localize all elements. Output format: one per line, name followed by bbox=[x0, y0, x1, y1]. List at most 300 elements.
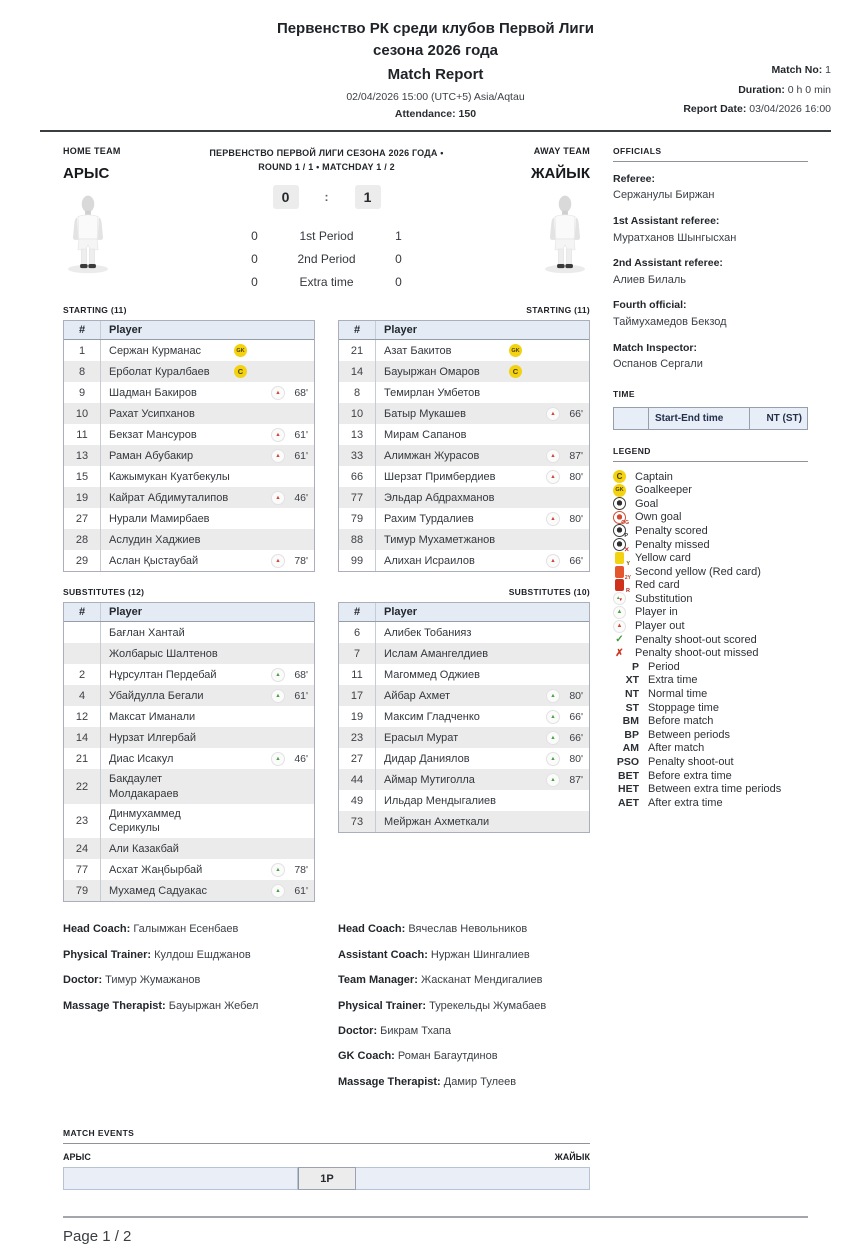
substitution-event bbox=[539, 627, 583, 639]
period-away-score: 0 bbox=[395, 275, 402, 290]
period-label: Extra time bbox=[299, 275, 354, 290]
player-number: 12 bbox=[64, 706, 101, 727]
player-name: Бауыржан Омаров bbox=[384, 365, 480, 378]
event-minute: 80' bbox=[569, 470, 583, 483]
player-cell bbox=[101, 508, 314, 529]
player-cell bbox=[376, 685, 589, 706]
staff-role-label: Head Coach: bbox=[63, 923, 131, 936]
player-row bbox=[64, 622, 314, 643]
captain-goalkeeper-badge: GK bbox=[234, 344, 247, 357]
player-number: 99 bbox=[339, 550, 376, 571]
legend-row bbox=[613, 565, 808, 579]
substitution-event bbox=[539, 492, 583, 504]
legend-code-label: Penalty shoot-out bbox=[648, 756, 734, 769]
legend-code-label: Stoppage time bbox=[648, 701, 719, 714]
legend-code-label: Period bbox=[648, 660, 680, 673]
legend-code: PSO bbox=[616, 756, 639, 769]
substitution-event bbox=[539, 366, 583, 378]
legend-code: BM bbox=[622, 715, 639, 728]
match-no-line bbox=[683, 61, 831, 80]
competition-title bbox=[63, 18, 808, 62]
roster-title: SUBSTITUTES (10) bbox=[508, 587, 590, 598]
report-subtitle: Match Report bbox=[387, 65, 484, 83]
player-row bbox=[64, 403, 314, 424]
competition-line2: ROUND 1 / 1 • MATCHDAY 1 / 2 bbox=[258, 161, 395, 172]
substitution-event bbox=[264, 534, 308, 546]
player-in-out-icon bbox=[273, 471, 285, 483]
player-row bbox=[64, 466, 314, 487]
roster-table-body bbox=[64, 340, 314, 571]
event-minute: 78' bbox=[294, 863, 308, 876]
player-name: Эльдар Абдрахманов bbox=[384, 491, 495, 504]
player-cell bbox=[376, 508, 589, 529]
player-name: Али Казакбай bbox=[109, 842, 179, 855]
time-table bbox=[613, 407, 808, 430]
player-row bbox=[339, 769, 589, 790]
player-name: Алихан Исраилов bbox=[384, 554, 475, 567]
legend-row bbox=[613, 592, 808, 606]
player-in-out-icon bbox=[273, 408, 285, 420]
player-name: Нурзат Илгербай bbox=[109, 731, 196, 744]
player-name: Убайдулла Бегали bbox=[109, 689, 204, 702]
player-cell bbox=[376, 403, 589, 424]
official-entry bbox=[613, 298, 808, 330]
player-in-out-icon bbox=[548, 492, 560, 504]
event-minute: 68' bbox=[294, 668, 308, 681]
legend-code-row bbox=[613, 728, 808, 742]
player-cell bbox=[376, 748, 589, 769]
officials-section bbox=[613, 146, 808, 373]
substitution-event bbox=[264, 668, 308, 682]
player-number: 49 bbox=[339, 790, 376, 811]
player-in-out-icon bbox=[546, 689, 560, 703]
player-number: 29 bbox=[64, 550, 101, 571]
player-row bbox=[64, 748, 314, 769]
legend-row bbox=[613, 551, 808, 565]
player-number: 24 bbox=[64, 838, 101, 859]
legend-code: AM bbox=[622, 742, 639, 755]
legend-icon bbox=[613, 538, 626, 551]
player-row bbox=[64, 529, 314, 550]
player-cell bbox=[101, 664, 314, 685]
period-score-row bbox=[235, 252, 419, 266]
substitution-event bbox=[264, 711, 308, 723]
report-header bbox=[63, 18, 831, 120]
legend-row bbox=[613, 524, 808, 538]
legend-row bbox=[613, 606, 808, 620]
player-name: Нұрсултан Пердебай bbox=[109, 668, 217, 681]
player-in-out-icon bbox=[271, 752, 285, 766]
official-name: Алиев Билаль bbox=[613, 273, 686, 286]
substitution-event bbox=[264, 408, 308, 420]
captain-goalkeeper-badge: GK bbox=[509, 344, 522, 357]
player-row bbox=[64, 487, 314, 508]
player-in-out-icon bbox=[273, 366, 285, 378]
player-row bbox=[339, 643, 589, 664]
staff-name: Турекельды Жумабаев bbox=[429, 999, 547, 1012]
legend-row bbox=[613, 497, 808, 511]
legend-label: Player out bbox=[635, 620, 685, 633]
player-row bbox=[339, 466, 589, 487]
legend-code: BET bbox=[618, 769, 639, 782]
captain-goalkeeper-badge: C bbox=[509, 365, 522, 378]
legend-icon bbox=[613, 524, 626, 537]
event-minute: 66' bbox=[569, 407, 583, 420]
page-number: Page 1 / 2 bbox=[63, 1228, 132, 1245]
player-number: 21 bbox=[64, 748, 101, 769]
legend-icon bbox=[613, 511, 626, 524]
staff-lines bbox=[63, 922, 315, 1014]
roster-table-body bbox=[339, 340, 589, 571]
player-number: 11 bbox=[64, 424, 101, 445]
legend-row bbox=[613, 646, 808, 660]
player-row bbox=[339, 811, 589, 832]
staff-column bbox=[63, 922, 315, 1100]
substitution-event bbox=[264, 386, 308, 400]
legend-icon bbox=[613, 620, 626, 633]
period-away-score: 1 bbox=[395, 229, 402, 244]
player-row bbox=[339, 445, 589, 466]
number-column-header: # bbox=[339, 603, 376, 621]
player-number: 66 bbox=[339, 466, 376, 487]
legend-icon bbox=[613, 633, 626, 646]
substitution-event bbox=[264, 366, 308, 378]
player-in-out-icon bbox=[271, 491, 285, 505]
period-score-row bbox=[235, 275, 419, 289]
attendance-label: Attendance: bbox=[394, 107, 456, 120]
official-role: 2nd Assistant referee: bbox=[613, 257, 723, 269]
period-label: 1st Period bbox=[299, 229, 354, 244]
time-start-end-header: Start-End time bbox=[649, 408, 750, 429]
substitution-event bbox=[539, 710, 583, 724]
player-name: Бағлан Хантай bbox=[109, 626, 185, 639]
player-row bbox=[64, 727, 314, 748]
events-period-marker: 1P bbox=[298, 1167, 356, 1190]
legend-title: LEGEND bbox=[613, 446, 808, 462]
player-number bbox=[64, 643, 101, 664]
player-number: 10 bbox=[64, 403, 101, 424]
player-row bbox=[339, 529, 589, 550]
substitution-event bbox=[539, 429, 583, 441]
competition-line1: ПЕРВЕНСТВО ПЕРВОЙ ЛИГИ СЕЗОНА 2026 ГОДА • bbox=[209, 147, 444, 158]
player-name: Рахат Усипханов bbox=[109, 407, 195, 420]
footer-divider bbox=[63, 1216, 808, 1218]
player-cell bbox=[101, 340, 314, 361]
home-score: 0 bbox=[273, 185, 299, 209]
player-cell bbox=[101, 529, 314, 550]
substitution-event bbox=[264, 884, 308, 898]
player-number: 7 bbox=[339, 643, 376, 664]
roster-title: SUBSTITUTES (12) bbox=[63, 587, 145, 598]
player-number: 15 bbox=[64, 466, 101, 487]
away-score: 1 bbox=[355, 185, 381, 209]
substitution-event bbox=[264, 732, 308, 744]
report-date-line bbox=[683, 100, 831, 119]
roster-table-header bbox=[339, 603, 589, 622]
player-cell bbox=[101, 838, 314, 859]
player-name: Шерзат Примбердиев bbox=[384, 470, 496, 483]
player-cell bbox=[376, 790, 589, 811]
player-cell bbox=[376, 643, 589, 664]
time-nt-st-header: NT (ST) bbox=[766, 412, 802, 424]
player-name: Динмухаммед Серикулы bbox=[109, 807, 181, 835]
player-in-out-icon bbox=[548, 648, 560, 660]
events-home-lane bbox=[63, 1167, 298, 1190]
player-name: Ерасыл Мурат bbox=[384, 731, 459, 744]
legend-code-row bbox=[613, 796, 808, 810]
player-cell bbox=[376, 811, 589, 832]
player-name: Кажымукан Куатбекулы bbox=[109, 470, 230, 483]
player-number: 2 bbox=[64, 664, 101, 685]
staff-name: Вячеслав Невольников bbox=[408, 923, 528, 936]
legend-code-row bbox=[613, 674, 808, 688]
player-in-out-icon bbox=[273, 815, 285, 827]
player-in-out-icon bbox=[546, 470, 560, 484]
roster-table-block bbox=[63, 587, 315, 902]
legend-row bbox=[613, 619, 808, 633]
player-name: Мухамед Садуакас bbox=[109, 884, 207, 897]
player-number: 8 bbox=[64, 361, 101, 382]
substitution-event bbox=[539, 554, 583, 568]
player-row bbox=[339, 727, 589, 748]
legend-code-label: Between periods bbox=[648, 728, 730, 741]
legend-label: Penalty shoot-out missed bbox=[635, 647, 759, 660]
substitution-event bbox=[264, 554, 308, 568]
player-number: 11 bbox=[339, 664, 376, 685]
player-cell bbox=[101, 804, 314, 839]
legend-code-row bbox=[613, 742, 808, 756]
staff-line bbox=[338, 999, 590, 1014]
player-in-out-icon bbox=[546, 449, 560, 463]
player-column-header: Player bbox=[109, 324, 143, 337]
player-in-out-icon bbox=[548, 429, 560, 441]
roster-title: STARTING (11) bbox=[63, 305, 127, 316]
player-row bbox=[339, 508, 589, 529]
player-name: Ерболат Куралбаев bbox=[109, 365, 210, 378]
player-row bbox=[64, 550, 314, 571]
roster-table bbox=[63, 320, 315, 572]
legend-code-label: Extra time bbox=[648, 674, 698, 687]
staff-name: Дамир Тулеев bbox=[443, 1075, 517, 1088]
report-date-label: Report Date: bbox=[683, 103, 747, 116]
player-number: 44 bbox=[339, 769, 376, 790]
player-cell bbox=[101, 382, 314, 403]
player-in-out-icon bbox=[273, 534, 285, 546]
legend-icon bbox=[613, 484, 626, 497]
player-name: Нурали Мамирбаев bbox=[109, 512, 210, 525]
player-number: 8 bbox=[339, 382, 376, 403]
roster-table-header bbox=[64, 603, 314, 622]
player-cell bbox=[101, 859, 314, 880]
player-cell bbox=[101, 622, 314, 643]
player-number: 13 bbox=[339, 424, 376, 445]
staff-name: Галымжан Есенбаев bbox=[133, 923, 239, 936]
player-cell bbox=[376, 487, 589, 508]
player-number: 6 bbox=[339, 622, 376, 643]
staff-role-label: Team Manager: bbox=[338, 974, 418, 987]
event-minute: 80' bbox=[569, 689, 583, 702]
event-minute: 66' bbox=[569, 554, 583, 567]
player-cell bbox=[376, 382, 589, 403]
match-events-title: MATCH EVENTS bbox=[63, 1128, 590, 1144]
official-name: Таймухамедов Бекзод bbox=[613, 316, 727, 328]
player-in-out-icon bbox=[271, 884, 285, 898]
home-team-block bbox=[63, 146, 193, 290]
match-no-label: Match No: bbox=[771, 64, 823, 77]
player-cell bbox=[376, 424, 589, 445]
player-name: Рахим Турдалиев bbox=[384, 512, 474, 525]
player-cell bbox=[101, 424, 314, 445]
player-row bbox=[339, 685, 589, 706]
legend-code-label: Between extra time periods bbox=[648, 783, 782, 796]
legend-icon-list bbox=[613, 470, 808, 660]
substitution-event bbox=[264, 781, 308, 793]
roster-title: STARTING (11) bbox=[526, 305, 590, 316]
player-in-out-icon bbox=[273, 648, 285, 660]
player-in-out-icon bbox=[271, 689, 285, 703]
player-in-out-icon bbox=[548, 816, 560, 828]
player-number: 19 bbox=[64, 487, 101, 508]
substitution-event bbox=[539, 345, 583, 357]
legend-row bbox=[613, 470, 808, 484]
player-row bbox=[339, 340, 589, 361]
legend-icon bbox=[615, 552, 624, 564]
period-away-score: 0 bbox=[395, 252, 402, 267]
player-cell bbox=[101, 643, 314, 664]
player-number: 13 bbox=[64, 445, 101, 466]
player-name: Максат Иманали bbox=[109, 710, 196, 723]
player-cell bbox=[101, 685, 314, 706]
away-team-name: ЖАЙЫК bbox=[530, 164, 590, 182]
legend-section bbox=[613, 446, 808, 810]
player-column-header: Player bbox=[384, 324, 418, 337]
legend-code: P bbox=[631, 660, 639, 673]
player-in-out-icon bbox=[273, 345, 285, 357]
player-in-out-icon bbox=[546, 512, 560, 526]
player-cell bbox=[376, 622, 589, 643]
legend-code-row bbox=[613, 701, 808, 715]
player-cell bbox=[101, 361, 314, 382]
event-minute: 66' bbox=[569, 731, 583, 744]
staff-name: Бауыржан Жебел bbox=[168, 999, 259, 1012]
player-number: 14 bbox=[64, 727, 101, 748]
player-number: 1 bbox=[64, 340, 101, 361]
substitution-event bbox=[539, 689, 583, 703]
player-number: 23 bbox=[339, 727, 376, 748]
official-entry bbox=[613, 341, 808, 373]
staff-role-label: Physical Trainer: bbox=[63, 948, 152, 961]
events-away-team: ЖАЙЫК bbox=[554, 1152, 590, 1163]
event-minute: 61' bbox=[294, 884, 308, 897]
match-events-teams bbox=[63, 1152, 590, 1162]
match-no-value: 1 bbox=[825, 64, 831, 77]
player-cell bbox=[376, 727, 589, 748]
player-name: Магоммед Оджиев bbox=[384, 668, 480, 681]
side-column bbox=[613, 146, 808, 826]
legend-label: Red card bbox=[635, 579, 680, 592]
event-minute: 46' bbox=[294, 752, 308, 765]
player-name: Бекзат Мансуров bbox=[109, 428, 197, 441]
substitution-event bbox=[264, 513, 308, 525]
official-role: 1st Assistant referee: bbox=[613, 214, 720, 227]
player-name: Шадман Бакиров bbox=[109, 386, 197, 399]
team-staff bbox=[63, 922, 590, 1100]
legend-label: Penalty missed bbox=[635, 538, 710, 551]
duration-value: 0 h 0 min bbox=[787, 83, 831, 96]
player-name: Бакдаулет Молдакараев bbox=[109, 773, 179, 800]
legend-icon bbox=[615, 579, 624, 591]
player-name: Аслан Қыстаубай bbox=[109, 554, 199, 567]
staff-role-label: Head Coach: bbox=[338, 923, 406, 936]
legend-label: Captain bbox=[635, 470, 673, 483]
event-minute: 80' bbox=[569, 512, 583, 525]
player-name: Максим Гладченко bbox=[384, 710, 480, 723]
player-row bbox=[64, 643, 314, 664]
staff-line bbox=[338, 1024, 590, 1039]
player-number: 23 bbox=[64, 804, 101, 839]
number-column-header: # bbox=[64, 603, 101, 621]
staff-line bbox=[338, 922, 590, 937]
player-cell bbox=[376, 769, 589, 790]
period-home-score: 0 bbox=[251, 252, 258, 267]
staff-role-label: Assistant Coach: bbox=[338, 948, 428, 961]
legend-icon bbox=[613, 592, 626, 605]
player-in-out-icon bbox=[271, 554, 285, 568]
substitution-event bbox=[539, 512, 583, 526]
substitution-event bbox=[264, 345, 308, 357]
substitution-event bbox=[264, 863, 308, 877]
roster-table bbox=[338, 320, 590, 572]
player-number: 79 bbox=[64, 880, 101, 901]
events-away-lane bbox=[356, 1167, 590, 1190]
roster-table-body bbox=[339, 622, 589, 832]
staff-line bbox=[338, 1075, 590, 1090]
player-name: Айбар Ахмет bbox=[384, 689, 451, 702]
event-minute: 80' bbox=[569, 752, 583, 765]
roster-table-block bbox=[338, 305, 590, 572]
player-cell bbox=[376, 529, 589, 550]
staff-role-label: Massage Therapist: bbox=[338, 1075, 441, 1088]
staff-role-label: Doctor: bbox=[63, 974, 103, 987]
player-in-out-icon bbox=[273, 781, 285, 793]
player-cell bbox=[101, 748, 314, 769]
substitution-event bbox=[264, 627, 308, 639]
player-row bbox=[339, 487, 589, 508]
substitution-event bbox=[539, 387, 583, 399]
legend-label: Goal bbox=[635, 497, 659, 510]
player-number: 17 bbox=[339, 685, 376, 706]
home-team-label: HOME TEAM bbox=[63, 145, 121, 156]
event-minute: 61' bbox=[294, 449, 308, 462]
player-name: Темирлан Умбетов bbox=[384, 386, 481, 399]
player-name: Дидар Даниялов bbox=[384, 752, 470, 765]
player-in-out-icon bbox=[548, 627, 560, 639]
player-row bbox=[339, 706, 589, 727]
legend-code-row bbox=[613, 660, 808, 674]
title-line2: сезона 2026 года bbox=[373, 41, 498, 59]
player-number: 22 bbox=[64, 769, 101, 804]
player-number: 19 bbox=[339, 706, 376, 727]
player-in-out-icon bbox=[548, 345, 560, 357]
player-in-out-icon bbox=[273, 843, 285, 855]
officials-list bbox=[613, 172, 808, 373]
captain-goalkeeper-badge: C bbox=[234, 365, 247, 378]
legend-code: HET bbox=[618, 783, 639, 796]
player-in-out-icon bbox=[546, 554, 560, 568]
player-cell bbox=[376, 466, 589, 487]
legend-code-label: Before extra time bbox=[648, 769, 732, 782]
substitution-event bbox=[264, 491, 308, 505]
